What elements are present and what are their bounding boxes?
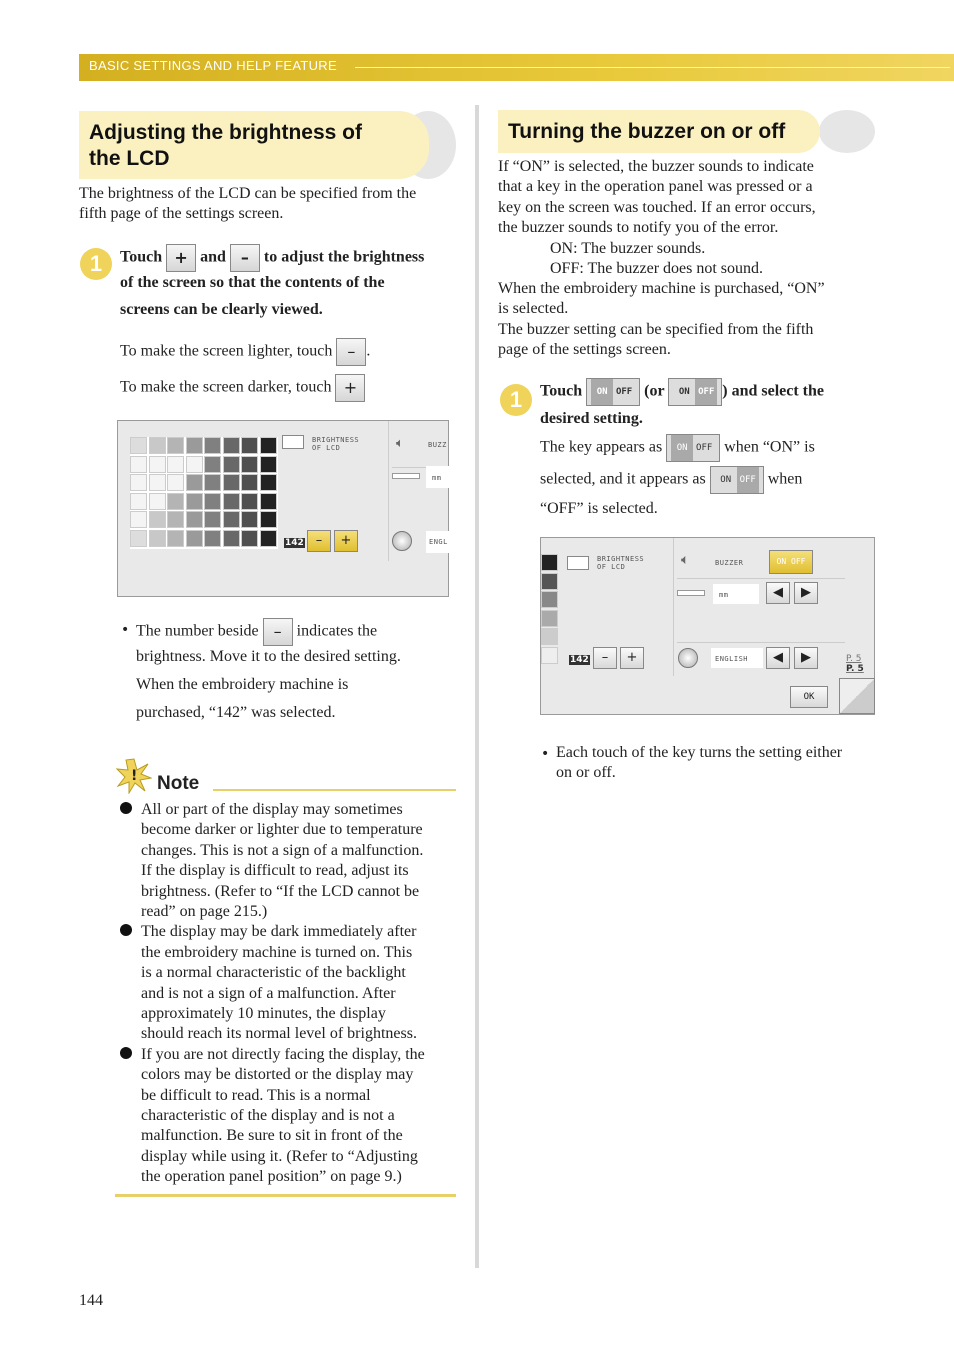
note-title: Note [157, 773, 200, 794]
note-item-line: the embroidery machine is turned on. This [141, 943, 413, 961]
buzzer-label-right: BUZZER [715, 559, 744, 567]
grid-cell [186, 530, 203, 547]
strip-cell [541, 573, 558, 590]
speaker-icon-right: 🔈︎ [681, 552, 690, 568]
minus-key[interactable]: – [230, 244, 260, 272]
note-bullet [120, 802, 132, 814]
minus-button-right[interactable]: – [593, 647, 617, 669]
key-off-state: ON OFF [710, 466, 764, 494]
brightness-label-right: BRIGHTNESS OF LCD [597, 555, 645, 571]
grid-cell [167, 474, 184, 491]
right-paragraph2-line: is selected. [498, 300, 569, 318]
on-definition: ON: The buzzer sounds. [550, 240, 706, 257]
grid-cell [223, 511, 240, 528]
right-step-line1: Touch ON OFF (or ON OFF ) and select the [540, 378, 824, 406]
right-paragraph2 [498, 279, 825, 361]
note-icon [116, 758, 152, 794]
grid-cell [130, 493, 147, 510]
unit-prev-button[interactable]: ◀ [766, 582, 790, 604]
grid-cell [167, 456, 184, 473]
grid-cell [223, 530, 240, 547]
strip-cell [541, 610, 558, 627]
note-item-line: changes. This is not a sign of a malfunction. [141, 841, 424, 859]
note-item-line: If you are not directly facing the display, the [141, 1045, 425, 1063]
minus-key-note[interactable]: – [263, 618, 293, 646]
language-next-button[interactable]: ▶ [794, 647, 818, 669]
strip-cell [541, 591, 558, 608]
off-selected-text: “OFF” is selected. [540, 500, 658, 517]
lighter-instruction: To make the screen lighter, touch – . [120, 338, 370, 366]
left-intro-line2: fifth page of the settings screen. [79, 205, 284, 222]
note-item-line: The display may be dark immediately after [141, 923, 417, 941]
note-item-line: malfunction. Be sure to sit in front of the [141, 1127, 403, 1145]
grid-cell [149, 493, 166, 510]
grid-cell [167, 437, 184, 454]
right-section-title: Turning the buzzer on or off [508, 120, 786, 143]
note-item-line: display while using it. (Refer to “Adjusting [141, 1147, 418, 1165]
grid-cell [186, 456, 203, 473]
plus-button-right[interactable]: + [620, 647, 644, 669]
grid-cell [130, 474, 147, 491]
buzzer-key-on-selected[interactable]: ON OFF [586, 378, 640, 406]
note-bottom-rule [115, 1194, 456, 1197]
brightness-icon [282, 435, 304, 449]
left-step-line1: Touch + and – to adjust the brightness [120, 244, 424, 272]
right-paragraph-line: If “ON” is selected, the buzzer sounds to indicate [498, 158, 814, 175]
note-item-line: characteristic of the display and is not a [141, 1107, 395, 1124]
grid-cell [186, 493, 203, 510]
strip-cell [541, 554, 558, 571]
grid-cell [260, 511, 277, 528]
title-decoration-right [819, 110, 875, 153]
grid-cell [204, 437, 221, 454]
left-section-title-line2: the LCD [89, 147, 170, 170]
grid-cell [130, 530, 147, 547]
grid-cell [149, 474, 166, 491]
note-item-line: All or part of the display may sometimes [141, 801, 403, 818]
grid-cell [204, 493, 221, 510]
grid-cell [241, 474, 258, 491]
off-definition: OFF: The buzzer does not sound. [550, 260, 764, 277]
language-label: ENGL [429, 538, 448, 546]
speaker-icon: 🔈︎ [396, 436, 404, 451]
grid-cell [167, 511, 184, 528]
right-paragraph-line: the buzzer sounds to notify you of the error. [498, 219, 779, 237]
strip-cell [541, 628, 558, 645]
right-section-title-box [498, 110, 820, 153]
language-label-right: ENGLISH [715, 655, 749, 663]
grid-cell [241, 456, 258, 473]
left-section-title-box [79, 111, 429, 179]
buzzer-key-off-selected[interactable]: ON OFF [668, 378, 722, 406]
left-step-line3: screens can be clearly viewed. [120, 301, 323, 318]
grid-cell [149, 511, 166, 528]
grid-cell [204, 456, 221, 473]
left-intro-line1: The brightness of the LCD can be specified from the [79, 185, 417, 202]
grid-cell [260, 474, 277, 491]
brightness-icon-right [567, 556, 589, 570]
plus-button[interactable]: + [334, 530, 358, 552]
section-header-title: BASIC SETTINGS AND HELP FEATURE [89, 58, 337, 73]
brightness-label: BRIGHTNESS OF LCD [312, 436, 360, 452]
note-top-rule [213, 789, 456, 791]
page-indicator: P. 5 P. 5 [846, 654, 864, 674]
grid-cell [167, 493, 184, 510]
ok-button[interactable]: OK [790, 686, 828, 708]
language-globe-icon-right [678, 648, 698, 668]
note-item-line: should reach its normal level of brightness. [141, 1025, 417, 1043]
grid-cell [241, 530, 258, 547]
color-strip [541, 554, 561, 666]
note-item-line: If the display is difficult to read, adjust its [141, 862, 409, 880]
right-step-number-badge: 1 [500, 384, 532, 416]
note-item-line: colors may be distorted or the display may [141, 1066, 414, 1084]
note-item-line: approximately 10 minutes, the display [141, 1005, 386, 1022]
grid-cell [149, 437, 166, 454]
page-number: 144 [79, 1292, 103, 1309]
right-paragraph2-line: When the embroidery machine is purchased, “ON” [498, 280, 825, 297]
step-number-badge: 1 [80, 248, 112, 280]
grid-cell [260, 456, 277, 473]
left-bullet-line3: When the embroidery machine is [136, 676, 349, 693]
grid-cell [130, 511, 147, 528]
right-paragraph2-line: page of the settings screen. [498, 341, 671, 359]
grid-cell [130, 437, 147, 454]
note-item-line: read” on page 215.) [141, 903, 268, 920]
right-paragraph [498, 157, 816, 239]
left-step-line2: of the screen so that the contents of the [120, 274, 385, 291]
grid-cell [149, 530, 166, 547]
note-bullet [120, 924, 132, 936]
right-bullet-line1: Each touch of the key turns the setting either [556, 744, 843, 761]
page-turn-icon[interactable] [839, 678, 875, 714]
language-prev-button[interactable]: ◀ [766, 647, 790, 669]
ruler-icon [392, 473, 420, 479]
grid-cell [186, 437, 203, 454]
language-globe-icon [392, 531, 412, 551]
grid-cell [241, 511, 258, 528]
note-item-line: the operation panel position” on page 9.) [141, 1168, 402, 1186]
grid-cell [241, 493, 258, 510]
brightness-screenshot [117, 420, 449, 597]
strip-cell [541, 647, 558, 664]
right-paragraph-line: that a key in the operation panel was pressed or a [498, 178, 813, 196]
note-item-line: and is not a sign of a malfunction. After [141, 984, 396, 1002]
darker-instruction: To make the screen darker, touch + [120, 374, 365, 402]
right-bullet-line2: on or off. [556, 764, 616, 781]
plus-key-darker[interactable]: + [335, 374, 365, 402]
grid-cell [223, 493, 240, 510]
minus-key-lighter[interactable]: – [336, 338, 366, 366]
grid-cell [204, 530, 221, 547]
key-appears-on: The key appears as ON OFF when “ON” is [540, 434, 815, 462]
unit-next-button[interactable]: ▶ [794, 582, 818, 604]
plus-key[interactable]: + [166, 244, 196, 272]
minus-button[interactable]: – [307, 530, 331, 552]
note-bullet [120, 1047, 132, 1059]
grid-cell [241, 437, 258, 454]
grid-cell [260, 530, 277, 547]
column-divider [475, 105, 479, 1268]
left-bullet-line1: The number beside – indicates the [136, 618, 377, 646]
color-grid [130, 437, 278, 549]
ruler-icon-right [677, 590, 705, 596]
grid-cell [260, 493, 277, 510]
left-bullet-line2: brightness. Move it to the desired setting. [136, 648, 401, 665]
left-bullet-line4: purchased, “142” was selected. [136, 704, 336, 721]
note-item-line: be difficult to read. This is a normal [141, 1086, 371, 1104]
grid-cell [149, 456, 166, 473]
key-on-state: ON OFF [666, 434, 720, 462]
note-item-line: brightness. (Refer to “If the LCD cannot be [141, 882, 420, 900]
brightness-value-right: 142 [570, 655, 589, 665]
right-step-line2: desired setting. [540, 410, 643, 427]
header-rule [355, 67, 950, 68]
grid-cell [223, 474, 240, 491]
grid-cell [130, 456, 147, 473]
right-paragraph-line: key on the screen was touched. If an error occurs, [498, 198, 816, 216]
grid-cell [260, 437, 277, 454]
grid-cell [204, 474, 221, 491]
unit-label-right: mm [719, 591, 729, 599]
right-paragraph2-line: The buzzer setting can be specified from the fifth [498, 320, 814, 338]
note-item-line: become darker or lighter due to temperature [141, 821, 423, 839]
brightness-value: 142 [285, 538, 304, 548]
grid-cell [223, 456, 240, 473]
buzzer-label: BUZZ [428, 441, 447, 449]
note-item-line: is a normal characteristic of the backlight [141, 964, 406, 982]
grid-cell [223, 437, 240, 454]
buzzer-screenshot [540, 537, 875, 715]
svg-text:!: ! [131, 768, 138, 784]
left-section-title-line1: Adjusting the brightness of [89, 121, 362, 144]
grid-cell [186, 474, 203, 491]
grid-cell [167, 530, 184, 547]
key-appears-off: selected, and it appears as ON OFF when [540, 466, 802, 494]
buzzer-onoff-key[interactable]: ON OFF [769, 550, 813, 574]
grid-cell [204, 511, 221, 528]
unit-label: mm [432, 474, 442, 482]
grid-cell [186, 511, 203, 528]
